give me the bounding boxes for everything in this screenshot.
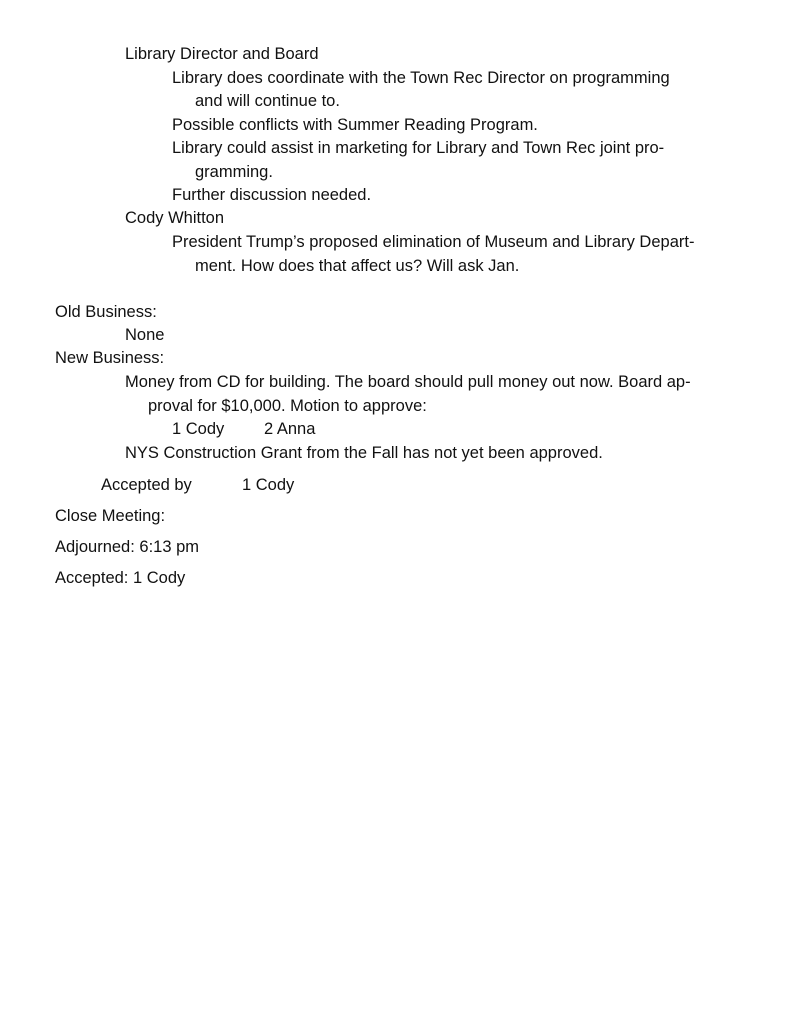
- accepted-by-label: Accepted by: [101, 476, 192, 494]
- accepted: Accepted: 1 Cody: [55, 569, 186, 587]
- library-director-item: Further discussion needed.: [172, 186, 372, 204]
- cody-whitton-item: President Trump’s proposed elimination of Museum and Library Depart-: [172, 233, 695, 251]
- motion-second: 2 Anna: [264, 420, 316, 438]
- library-director-item-cont: gramming.: [195, 163, 273, 181]
- library-director-item: Possible conflicts with Summer Reading Program.: [172, 116, 538, 134]
- grant-item: NYS Construction Grant from the Fall has not yet been approved.: [125, 444, 603, 462]
- library-director-item-cont: and will continue to.: [195, 92, 340, 110]
- library-director-item: Library could assist in marketing for Library and Town Rec joint pro-: [172, 139, 665, 157]
- old-business-heading: Old Business:: [55, 303, 157, 321]
- motion-first: 1 Cody: [172, 420, 225, 438]
- new-business-heading: New Business:: [55, 349, 165, 367]
- library-director-item: Library does coordinate with the Town Rec Director on programming: [172, 69, 670, 87]
- cody-whitton-item-cont: ment. How does that affect us? Will ask Jan.: [195, 257, 520, 275]
- library-director-heading: Library Director and Board: [125, 45, 319, 63]
- accepted-by-value: 1 Cody: [242, 476, 295, 494]
- cd-item-line2: proval for $10,000. Motion to approve:: [148, 397, 427, 415]
- close-meeting: Close Meeting:: [55, 507, 166, 525]
- adjourned: Adjourned: 6:13 pm: [55, 538, 200, 556]
- cody-whitton-heading: Cody Whitton: [125, 209, 225, 227]
- cd-item-line1: Money from CD for building. The board should pull money out now. Board ap-: [125, 373, 691, 391]
- old-business-item: None: [125, 326, 165, 344]
